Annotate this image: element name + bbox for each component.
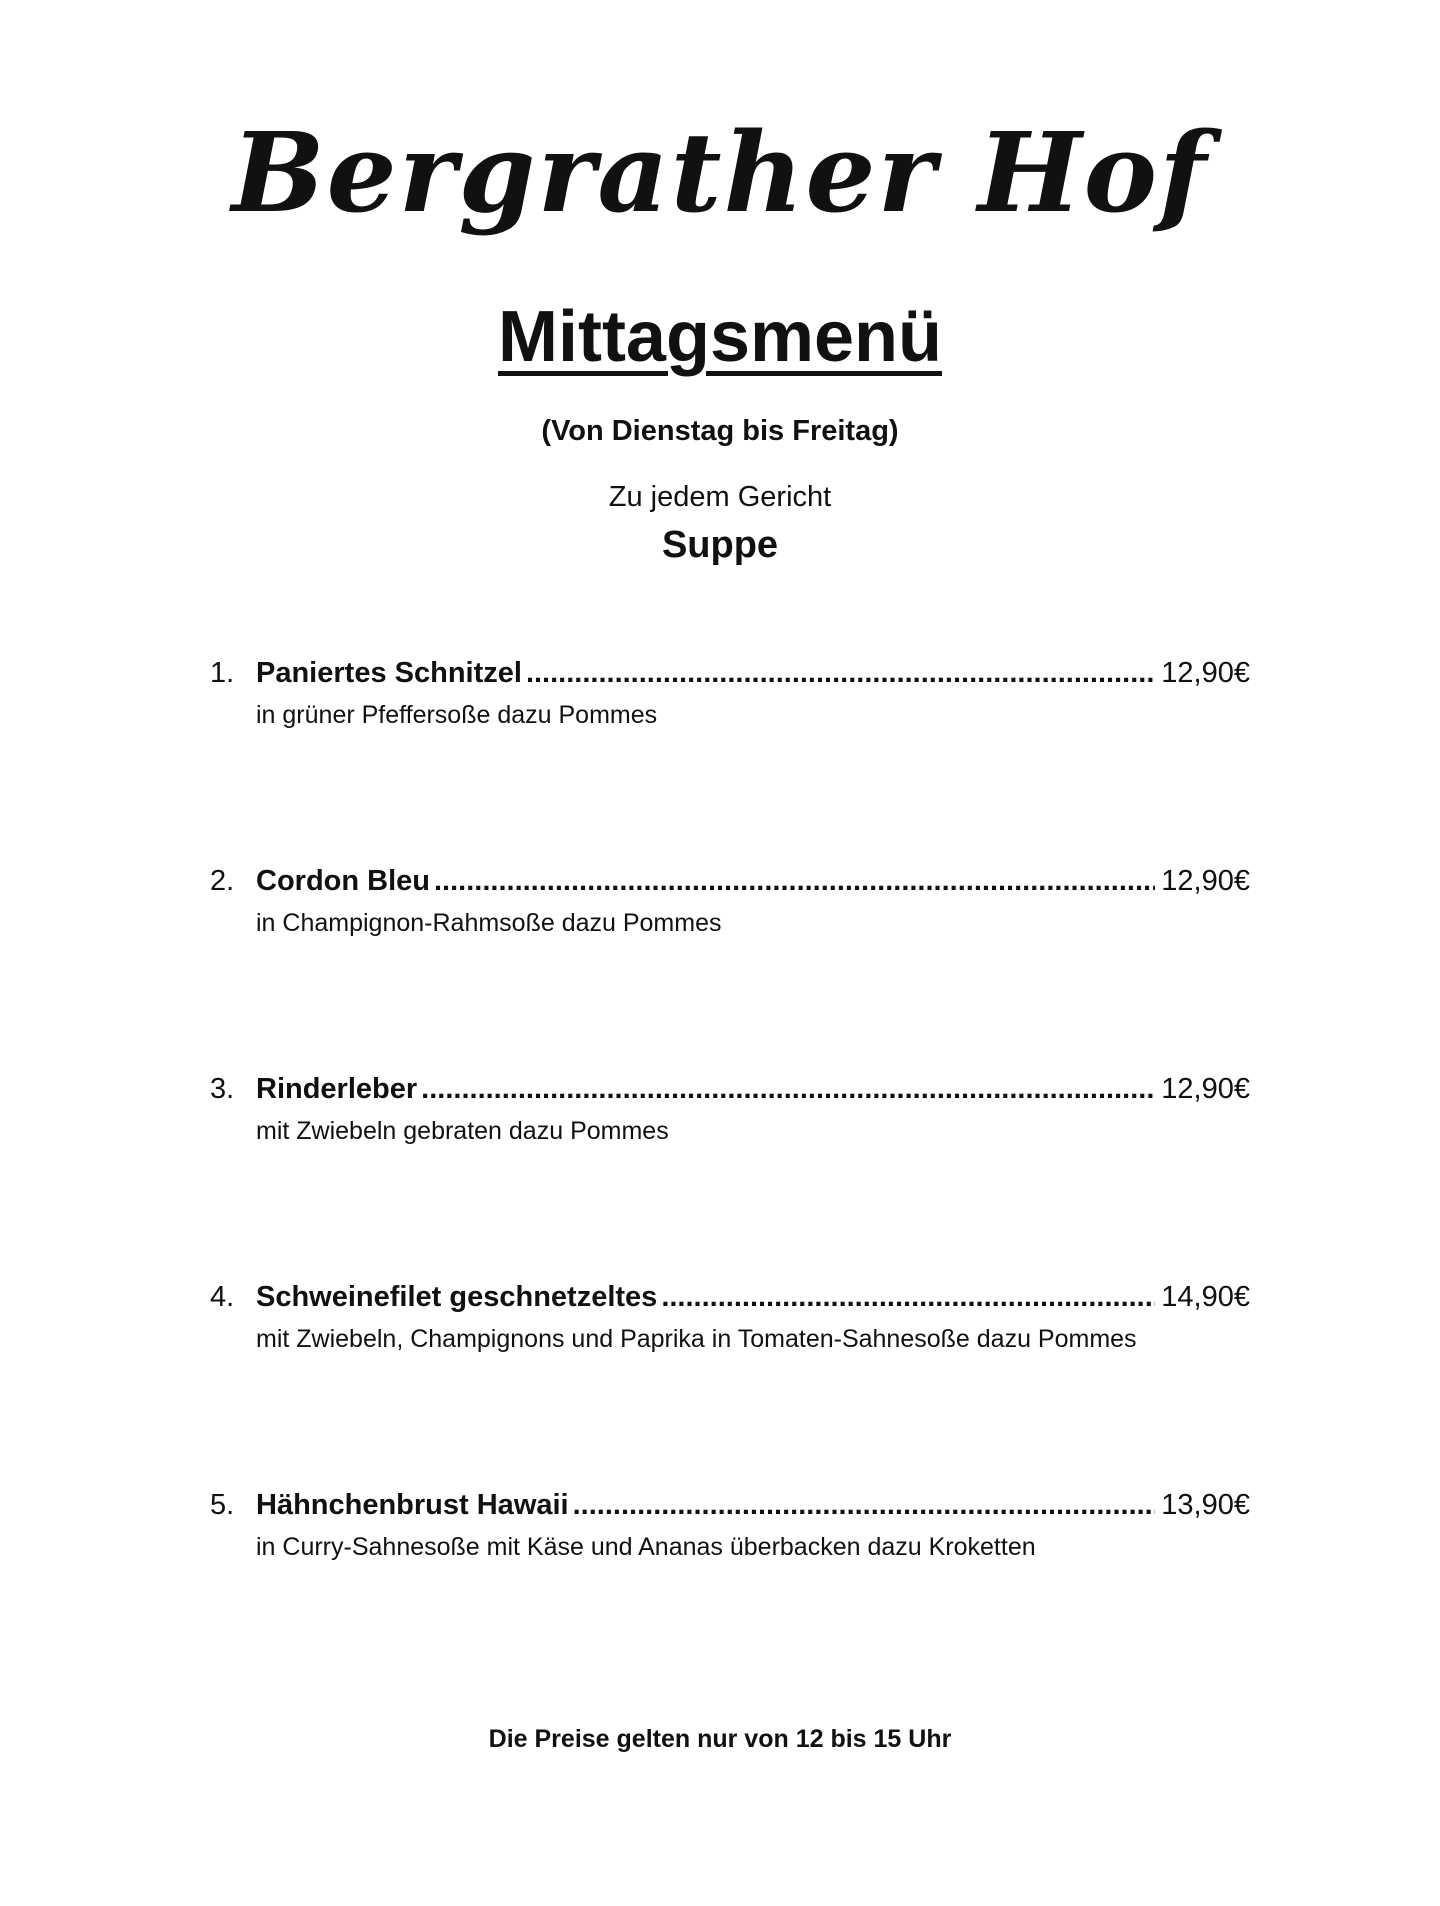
menu-item xyxy=(210,1486,1250,1564)
menu-item-number: 2. xyxy=(210,865,235,897)
restaurant-name: Bergrather Hof xyxy=(231,108,1209,237)
menu-item-number: 5. xyxy=(210,1489,235,1521)
menu-item xyxy=(210,1278,1250,1356)
menu-item-name: Paniertes Schnitzel xyxy=(256,657,522,689)
menu-item xyxy=(210,862,1250,940)
menu-item-price: 12,90€ xyxy=(1161,657,1250,689)
menu-item-description: in Curry-Sahnesoße mit Käse und Ananas überbacken dazu Kroketten xyxy=(256,1533,1036,1561)
menu-item xyxy=(210,1070,1250,1148)
soup-label: Suppe xyxy=(661,524,779,566)
menu-item-name: Hähnchenbrust Hawaii xyxy=(256,1489,569,1521)
menu-item-description: mit Zwiebeln, Champignons und Paprika in Tomaten-Sahnesoße dazu Pommes xyxy=(256,1325,1137,1353)
menu-item-name: Cordon Bleu xyxy=(256,865,430,897)
menu-item-description: mit Zwiebeln gebraten dazu Pommes xyxy=(256,1117,669,1145)
menu-item-description: in grüner Pfeffersoße dazu Pommes xyxy=(256,701,658,729)
days-note: (Von Dienstag bis Freitag) xyxy=(541,415,899,447)
menu-item-price: 13,90€ xyxy=(1161,1489,1250,1521)
menu-item-name: Schweinefilet geschnetzeltes xyxy=(256,1281,658,1313)
price-validity-note: Die Preise gelten nur von 12 bis 15 Uhr xyxy=(488,1725,952,1753)
menu-item-number: 4. xyxy=(210,1281,235,1313)
menu-item-name: Rinderleber xyxy=(256,1073,418,1105)
menu-item-number: 1. xyxy=(210,657,235,689)
dot-leader xyxy=(421,1070,1155,1108)
dot-leader xyxy=(573,1486,1156,1524)
menu-title: Mittagsmenü xyxy=(497,297,943,377)
menu-item-price: 12,90€ xyxy=(1161,1073,1250,1105)
menu-item-description: in Champignon-Rahmsoße dazu Pommes xyxy=(256,909,722,937)
menu-item-price: 14,90€ xyxy=(1161,1281,1250,1313)
menu-item-number: 3. xyxy=(210,1073,235,1105)
menu-item xyxy=(210,654,1250,732)
menu-item-price: 12,90€ xyxy=(1161,865,1250,897)
with-each-dish-label: Zu jedem Gericht xyxy=(608,481,832,513)
dot-leader xyxy=(661,1278,1155,1316)
dot-leader xyxy=(526,654,1155,692)
dot-leader xyxy=(434,862,1155,900)
